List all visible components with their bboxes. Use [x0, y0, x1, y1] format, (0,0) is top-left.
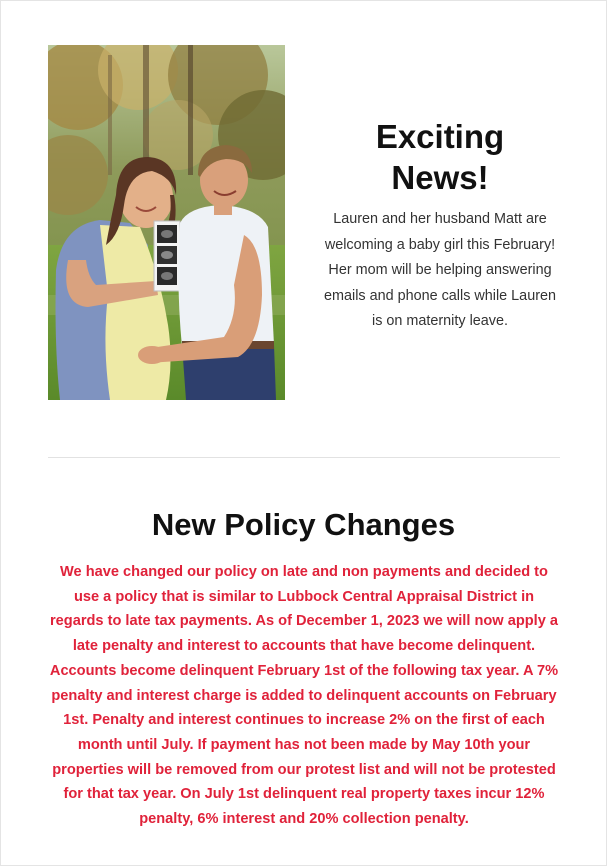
- policy-body: We have changed our policy on late and non payments and decided to use a policy that is similar to Lubbock Central Appraisal District in regards to late tax payments. As of December 1, 2023 we will now apply a late penalty and interest to accounts that have become delinquent. Accounts become delinquent February 1st of the following tax year. A 7% penalty and interest charge is added to delinquent accounts on February 1st. Penalty and interest continues to increase 2% on the first of each month until July. If payment has not been made by May 10th your properties will be removed from our protest list and will not be protested for that tax year. On July 1st delinquent real property taxes incur 12% penalty, 6% interest and 20% collection penalty.: [49, 564, 559, 828]
- news-body: Lauren and her husband Matt are welcoming a baby girl this February! Her mom will be helping answering emails and phone calls while Lauren is on maternity leave.: [324, 211, 556, 329]
- policy-title: New Policy Changes: [151, 507, 456, 542]
- couple-photo: [48, 45, 285, 400]
- section-divider: [48, 457, 560, 458]
- news-title: [320, 116, 560, 198]
- news-title-line2: News!: [391, 159, 489, 196]
- news-title-line1: Exciting: [375, 118, 505, 155]
